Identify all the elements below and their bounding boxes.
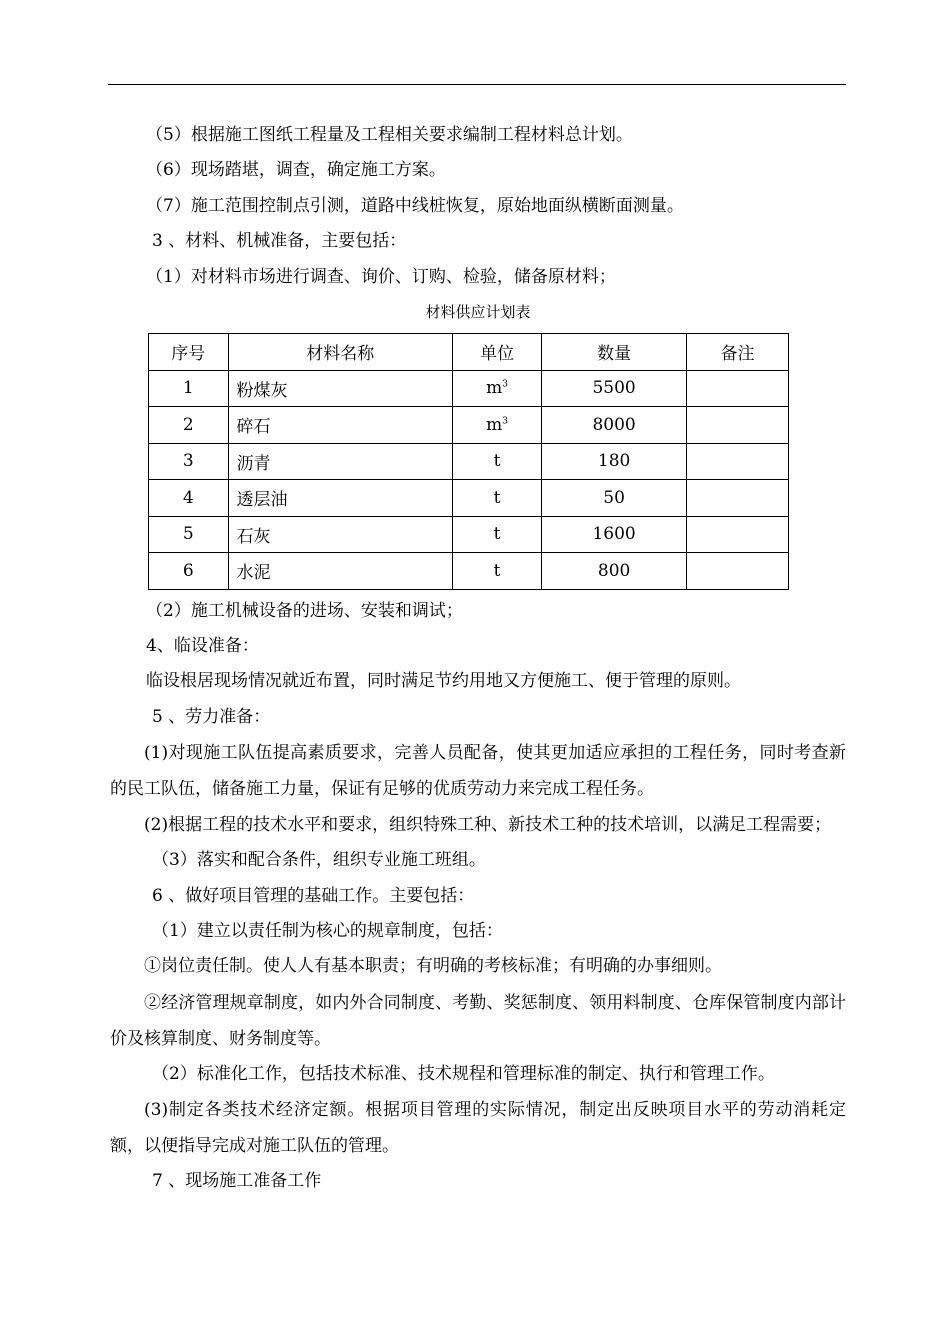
paragraph: （3）落实和配合条件，组织专业施工班组。	[152, 850, 486, 871]
cell-unit	[452, 553, 541, 590]
cell-name: 透层油	[228, 480, 452, 517]
paragraph: （2）施工机械设备的进场、安装和调试；	[146, 600, 463, 621]
header-cell: 序号	[149, 334, 229, 371]
paragraph: （1）建立以责任制为核心的规章制度，包括：	[152, 920, 503, 941]
cell-qty: 8000	[542, 407, 687, 444]
paragraph: （7）施工范围控制点引测，道路中线桩恢复，原始地面纵横断面测量。	[146, 195, 684, 216]
paragraph: (3)制定各类技术经济定额。根据项目管理的实际情况，制定出反映项目水平的劳动消耗定额，以便指导完成对施工队伍的管理。	[110, 1100, 846, 1157]
cell-qty: 1600	[542, 516, 687, 553]
cell-no: 2	[149, 407, 229, 444]
section-heading: 4、临设准备：	[146, 635, 259, 656]
unit-text: t	[493, 487, 501, 508]
paragraph: (2)根据工程的技术水平和要求，组织特殊工种、新技术工种的技术培训，以满足工程需要；	[144, 815, 832, 836]
section-heading: 5 、劳力准备：	[152, 706, 271, 727]
header-cell: 材料名称	[228, 334, 452, 371]
paragraph: ②经济管理规章制度，如内外合同制度、考勤、奖惩制度、领用料制度、仓库保管制度内部计价及核算制度、财务制度等。	[110, 992, 846, 1049]
section-heading: 7 、现场施工准备工作	[152, 1171, 322, 1192]
cell-qty: 180	[542, 443, 687, 480]
cell-remark	[686, 370, 788, 407]
cell-remark	[686, 553, 788, 590]
cell-qty: 800	[542, 553, 687, 590]
material-supply-table	[148, 333, 789, 590]
cell-name: 沥青	[228, 443, 452, 480]
cell-name: 碎石	[228, 407, 452, 444]
cell-remark	[686, 480, 788, 517]
cell-remark	[686, 407, 788, 444]
header-cell: 数量	[542, 334, 687, 371]
cell-name: 粉煤灰	[228, 370, 452, 407]
cell-no: 1	[149, 370, 229, 407]
cell-qty: 5500	[542, 370, 687, 407]
table-caption: 材料供应计划表	[425, 303, 531, 322]
table-row	[149, 480, 789, 517]
unit-text: m	[486, 378, 503, 399]
section-heading: 3 、材料、机械准备，主要包括：	[152, 231, 407, 252]
paragraph: （1）对材料市场进行调查、询价、订购、检验，储备原材料；	[146, 266, 616, 287]
unit-text: t	[493, 560, 501, 581]
section-heading: 6 、做好项目管理的基础工作。主要包括：	[152, 885, 475, 906]
cell-qty: 50	[542, 480, 687, 517]
paragraph: （6）现场踏堪，调查，确定施工方案。	[146, 160, 446, 181]
cell-remark	[686, 443, 788, 480]
paragraph: （5）根据施工图纸工程量及工程相关要求编制工程材料总计划。	[146, 125, 633, 145]
table-row	[149, 443, 789, 480]
header-cell: 备注	[686, 334, 788, 371]
cell-unit	[452, 480, 541, 517]
cell-no: 5	[149, 516, 229, 553]
cell-name: 石灰	[228, 516, 452, 553]
cell-name: 水泥	[228, 553, 452, 590]
paragraph: ①岗位责任制。使人人有基本职责；有明确的考核标准；有明确的办事细则。	[144, 956, 722, 977]
table-row	[149, 407, 789, 444]
cell-unit	[452, 407, 541, 444]
table-row	[149, 370, 789, 407]
cell-no: 6	[149, 553, 229, 590]
unit-text: t	[493, 451, 501, 472]
table-header-row	[149, 334, 789, 371]
header-rule	[108, 84, 846, 85]
table-row	[149, 553, 789, 590]
paragraph: 临设根居现场情况就近布置，同时满足节约用地又方便施工、便于管理的原则。	[146, 671, 741, 692]
unit-text: t	[493, 524, 501, 545]
cell-remark	[686, 516, 788, 553]
cell-no: 4	[149, 480, 229, 517]
cell-unit	[452, 516, 541, 553]
paragraph: （2）标准化工作，包括技术标准、技术规程和管理标准的制定、执行和管理工作。	[152, 1063, 775, 1084]
cell-no: 3	[149, 443, 229, 480]
table-row	[149, 516, 789, 553]
unit-text: m	[486, 414, 503, 435]
header-cell: 单位	[452, 334, 541, 371]
document-body	[110, 118, 846, 1200]
cell-unit	[452, 370, 541, 407]
cell-unit	[452, 443, 541, 480]
paragraph: (1)对现施工队伍提高素质要求，完善人员配备，使其更加适应承担的工程任务，同时考查新的民工队伍，储备施工力量，保证有足够的优质劳动力来完成工程任务。	[110, 743, 846, 800]
unit-superscript: 3	[502, 416, 509, 427]
unit-superscript: 3	[502, 379, 509, 390]
